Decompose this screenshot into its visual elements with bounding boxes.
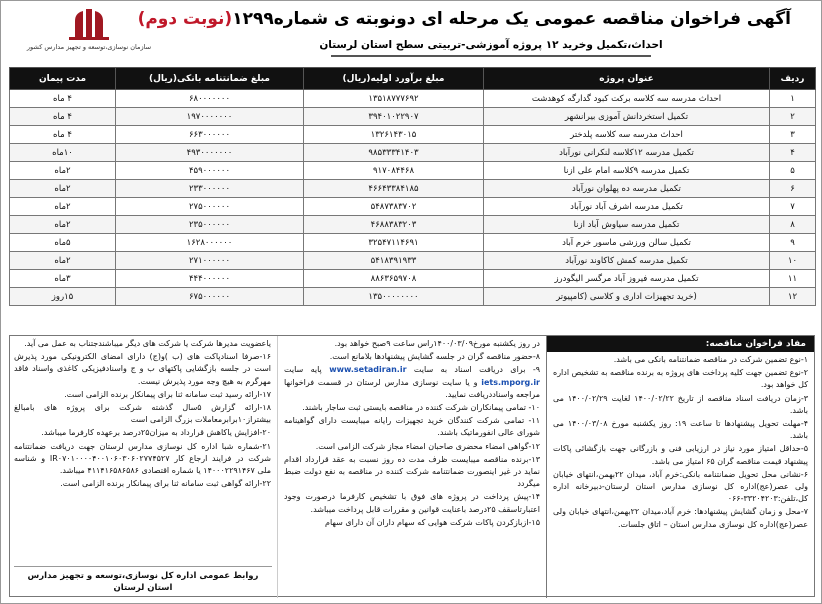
cell-row-number: ۹ (770, 234, 816, 252)
cell-project-title: تکمیل مدرسه ده پهلوان نورآباد (484, 180, 770, 198)
condition-item: ۶-نشانی محل تحویل ضمانتنامه بانکی:خرم آباد، میدان ۲۲بهمن،انتهای خیابان ولی عصر(عج)اداره کل نوسازی مدارس استان لرستان-دبیرخانه اداره کل،تلفن:۳۳۲۰۴۲۰۳-۰۶۶ (553, 469, 808, 504)
cell-estimate: ۵۴۱۸۳۹۱۹۳۳ (304, 252, 484, 270)
cell-estimate: ۱۳۵۱۸۷۷۷۶۹۲ (304, 90, 484, 108)
cell-project-title: احداث مدرسه سه کلاسه پلدختر (484, 126, 770, 144)
table-row (10, 144, 816, 162)
cell-guarantee: ۲۷۵۰۰۰۰۰۰ (116, 198, 304, 216)
cell-duration: ۳ماه (10, 270, 116, 288)
cell-estimate: ۹۱۷۰۸۴۴۶۸ (304, 162, 484, 180)
cell-guarantee: ۲۳۳۰۰۰۰۰۰ (116, 180, 304, 198)
cell-project-title: (خرید تجهیزات اداری و کلاسی (کامپیوتر (484, 288, 770, 306)
cell-estimate: ۴۶۸۸۳۸۳۲۰۳ (304, 216, 484, 234)
cell-guarantee: ۲۳۵۰۰۰۰۰۰ (116, 216, 304, 234)
table-row (10, 252, 816, 270)
header-project-title: عنوان پروژه (484, 68, 770, 90)
conditions-column-left (8, 336, 278, 598)
projects-table (9, 67, 816, 306)
cell-row-number: ۱۱ (770, 270, 816, 288)
cell-project-title: تکمیل استخردانش آموزی بیرانشهر (484, 108, 770, 126)
conditions-column-middle (278, 336, 546, 598)
public-relations-footer: روابط عمومی اداره کل نوسازی،توسعه و تجهیز مدارس استان لرستان (14, 566, 272, 594)
condition-item: در روز یکشنبه مورخ۱۴۰۰/۰۳/۰۹راس ساعت ۹صبح خواهد بود. (334, 339, 540, 348)
cell-estimate: ۳۲۵۴۷۱۱۴۶۹۱ (304, 234, 484, 252)
notice-subtitle: احداث،تکمیل وخرید ۱۲ پروژه آموزشی-تربیتی سطح استان لرستان (319, 39, 663, 51)
table-row (10, 198, 816, 216)
cell-guarantee: ۱۶۲۸۰۰۰۰۰۰ (116, 234, 304, 252)
cell-duration: ۱۰ماه (10, 144, 116, 162)
logo-caption: سازمان نوسازی،توسعه و تجهیز مدارس کشور (26, 43, 152, 51)
condition-item: ۱-نوع تضمین شرکت در مناقصه ضمانتنامه بانکی می باشد. (613, 355, 808, 364)
cell-row-number: ۲ (770, 108, 816, 126)
notice-header (1, 3, 822, 63)
cell-duration: ۴ ماه (10, 126, 116, 144)
cell-row-number: ۱۰ (770, 252, 816, 270)
notice-title (137, 9, 791, 29)
cell-row-number: ۱۲ (770, 288, 816, 306)
organization-logo (9, 7, 169, 59)
conditions-section (9, 335, 815, 597)
conditions-heading: مفاد فراخوان مناقصه: (547, 336, 814, 352)
condition-item: ۲۱-شماره شبا اداره کل نوسازی مدارس لرستان جهت دریافت ضمانتنامه شرکت در فرایند ارجاع کار IR۰۷۰۱۰۰۰۰۴۰۰۱۰۶۰۳۰۶۰۲۷۷۴۵۲۷ و شناسه ملی ۱۴۰۰۰۲۲۹۱۴۶۷ یا شماره اقتصادی ۴۱۱۴۱۶۵۸۶۵۸۶ میباشد. (14, 441, 272, 476)
condition-item: ۴-مهلت تحویل پیشنهادها تا ساعت ۱۹: روز یکشنبه مورخ ۱۴۰۰/۰۳/۰۸ می باشد. (553, 419, 809, 441)
condition-item: یاعضویت مدیرها شرکت یا شرکت های دیگر میباشندجتناب به عمل می آید. (24, 339, 271, 348)
cell-guarantee: ۶۶۳۰۰۰۰۰۰ (116, 126, 304, 144)
cell-estimate: ۹۸۵۳۳۳۴۱۴۰۳ (304, 144, 484, 162)
cell-duration: ۲ماه (10, 180, 116, 198)
cell-guarantee: ۴۵۹۰۰۰۰۰۰ (116, 162, 304, 180)
table-row (10, 162, 816, 180)
cell-estimate: ۱۳۵۰۰۰۰۰۰۰۰ (304, 288, 484, 306)
cell-estimate: ۵۴۸۷۳۸۳۷۰۲ (304, 198, 484, 216)
cell-project-title: تکمیل مدرسه کمش کاکاوند نورآباد (484, 252, 770, 270)
cell-row-number: ۸ (770, 216, 816, 234)
table-row (10, 234, 816, 252)
table-row (10, 126, 816, 144)
table-row (10, 180, 816, 198)
cell-project-title: تکمیل مدرسه فیروز آباد مرگسر الیگودرز (484, 270, 770, 288)
notice-title-main: آگهی فراخوان مناقصه عمومی یک مرحله ای دونوبته ی شماره۱۲۹۹ (232, 9, 791, 29)
cell-duration: ۲ماه (10, 216, 116, 234)
cell-project-title: تکمیل مدرسه ۱۲کلاسه لنکرانی نورآباد (484, 144, 770, 162)
condition-item: ۲-نوع تضمین جهت کلیه پرداخت های پروژه به برنده مناقصه به تشخیص اداره کل خواهد بود. (553, 368, 808, 390)
condition-item: ۲۰-افزایش یاکاهش قرارداد به میزان۲۵درصد برعهده کارفرما میباشد. (41, 428, 271, 438)
condition-item: ۱۱- تمامی شرکت کنندگان خرید تجهیزات رایانه میبایست دارای گواهینامه شورای عالی انفورماتیک باشند. (284, 416, 540, 438)
cell-duration: ۲ماه (10, 198, 116, 216)
cell-guarantee: ۴۴۴۰۰۰۰۰۰ (116, 270, 304, 288)
cell-duration: ۵ماه (10, 234, 116, 252)
table-row (10, 270, 816, 288)
setadiran-link[interactable]: www.setadiran.ir (329, 365, 407, 375)
condition-item: ۷-محل و زمان گشایش پیشنهادها: خرم آباد،میدان ۲۲بهمن،انتهای خیابان ولی عصر(عج)اداره کل نوسازی مدارس استان – اتاق جلسات. (553, 507, 808, 529)
condition-item: ۱۴-پیش پرداخت در پروژه های فوق با تشخیص کارفرما درصورت وجود اعتبارتاسقف ۲۵درصد باعنایت قوانین و مقررات قابل پرداخت میباشد. (284, 492, 540, 514)
cell-project-title: تکمیل مدرسه ۹کلاسه امام علی ازنا (484, 162, 770, 180)
conditions-column-right (546, 336, 814, 598)
cell-guarantee: ۴۹۳۰۰۰۰۰۰۰ (116, 144, 304, 162)
iets-link[interactable]: iets.mporg.ir (481, 377, 540, 387)
cell-estimate: ۴۶۶۴۳۳۸۴۱۸۵ (304, 180, 484, 198)
cell-duration: ۱۵روز (10, 288, 116, 306)
condition-item: ۱۶-صرفا اسنادپاکت های (ب )و(ج) دارای امضای الکترونیکی مورد پذیرش است در جلسه بازگشایی پاکتهای ب و ج واسنادفیزیکی کاغذی واسناد فاقد مهرگرم به هیچ وجه مورد پذیرش نیست. (14, 352, 271, 386)
cell-project-title: تکمیل مدرسه سیاوش آباد ازنا (484, 216, 770, 234)
cell-project-title: تکمیل مدرسه اشرف آباد نورآباد (484, 198, 770, 216)
condition-item: ۱۰- تمامی پیمانکاران شرکت کننده در مناقصه بایستی ثبت ساجار باشند. (302, 403, 540, 413)
condition-item: ۵-حداقل امتیاز مورد نیاز در ارزیابی فنی و بازرگانی جهت بازگشائی پاکات پیشنهاد قیمت مناقصه گران ۶۵ امتیاز می باشد. (553, 444, 808, 466)
table-row (10, 108, 816, 126)
cell-guarantee: ۱۹۷۰۰۰۰۰۰۰ (116, 108, 304, 126)
cell-project-title: احداث مدرسه سه کلاسه برکت کبود گدارگه کوهدشت (484, 90, 770, 108)
table-header-row (10, 68, 816, 90)
condition-item: ۸-حضور مناقصه گران در جلسه گشایش پیشنهادها بلامانع است. (329, 352, 540, 362)
cell-duration: ۴ ماه (10, 108, 116, 126)
cell-duration: ۴ ماه (10, 90, 116, 108)
header-guarantee: مبلغ ضمانتنامه بانکی(ریال) (116, 68, 304, 90)
header-row-number: ردیف (770, 68, 816, 90)
cell-duration: ۲ماه (10, 252, 116, 270)
notice-title-suffix: (نوبت دوم) (137, 9, 233, 29)
header-estimate: مبلغ برآورد اولیه(ریال) (304, 68, 484, 90)
condition-item: ۱۸-ارائه گزارش ۵سال گذشته شرکت برای پروژه های بامبالغ بیشتراز۱۰برابرمعاملات بزرگ الزامی است (14, 403, 271, 425)
cell-duration: ۲ماه (10, 162, 116, 180)
cell-guarantee: ۶۸۰۰۰۰۰۰۰ (116, 90, 304, 108)
table-row (10, 288, 816, 306)
header-duration: مدت پیمان (10, 68, 116, 90)
cell-row-number: ۵ (770, 162, 816, 180)
cell-guarantee: ۲۷۱۰۰۰۰۰۰ (116, 252, 304, 270)
cell-row-number: ۷ (770, 198, 816, 216)
condition-item: ۲۲-ارائه گواهی ثبت سامانه ثنا برای پیمانکار برنده الزامی است. (60, 479, 271, 489)
cell-estimate: ۱۳۲۶۱۴۳۰۱۵ (304, 126, 484, 144)
condition-item: ۱۵-ازبازکردن پاکات شرکت هوایی که سهام داران آن دارای سهام (325, 517, 540, 527)
condition-item: ۱۳-برنده مناقصه میبایست ظرف مدت ده روز نسبت به عقد قرارداد اقدام نماید در غیر اینصورت ضمانتنامه شرکت کننده در مناقصه به نفع دولت ضبط میگردد (284, 454, 540, 489)
condition-item: ۳-زمان دریافت اسناد مناقصه از تاریخ ۱۴۰۰/۰۲/۲۲ لغایت ۱۴۰۰/۰۲/۲۹ می باشد. (553, 393, 809, 415)
cell-guarantee: ۶۷۵۰۰۰۰۰۰ (116, 288, 304, 306)
cell-project-title: تکمیل سالن ورزشی ماسور خرم آباد (484, 234, 770, 252)
subtitle-underline (331, 55, 651, 57)
condition-item: ۱۷-ارائه رسید ثبت سامانه ثنا برای پیمانکار برنده الزامی است. (64, 389, 271, 399)
cell-row-number: ۶ (770, 180, 816, 198)
table-row (10, 216, 816, 234)
condition-item: ۹- برای دریافت اسناد به سایت www.setadiran.ir پایه سایت iets.mporg.ir و یا سایت نوسازی مدارس لرستان در قسمت فراخوانها مراجعه واسناددریافت نمایید. (284, 365, 541, 399)
table-row (10, 90, 816, 108)
cell-estimate: ۳۹۴۰۱۰۲۲۹۰۷ (304, 108, 484, 126)
cell-row-number: ۱ (770, 90, 816, 108)
cell-estimate: ۸۸۶۳۶۵۹۷۰۸ (304, 270, 484, 288)
condition-item: ۱۲-گواهی امضاء محضری صاحبان امضاء مجاز شرکت الزامی است. (315, 441, 540, 451)
logo-emblem-icon (9, 7, 169, 41)
cell-row-number: ۴ (770, 144, 816, 162)
cell-row-number: ۳ (770, 126, 816, 144)
